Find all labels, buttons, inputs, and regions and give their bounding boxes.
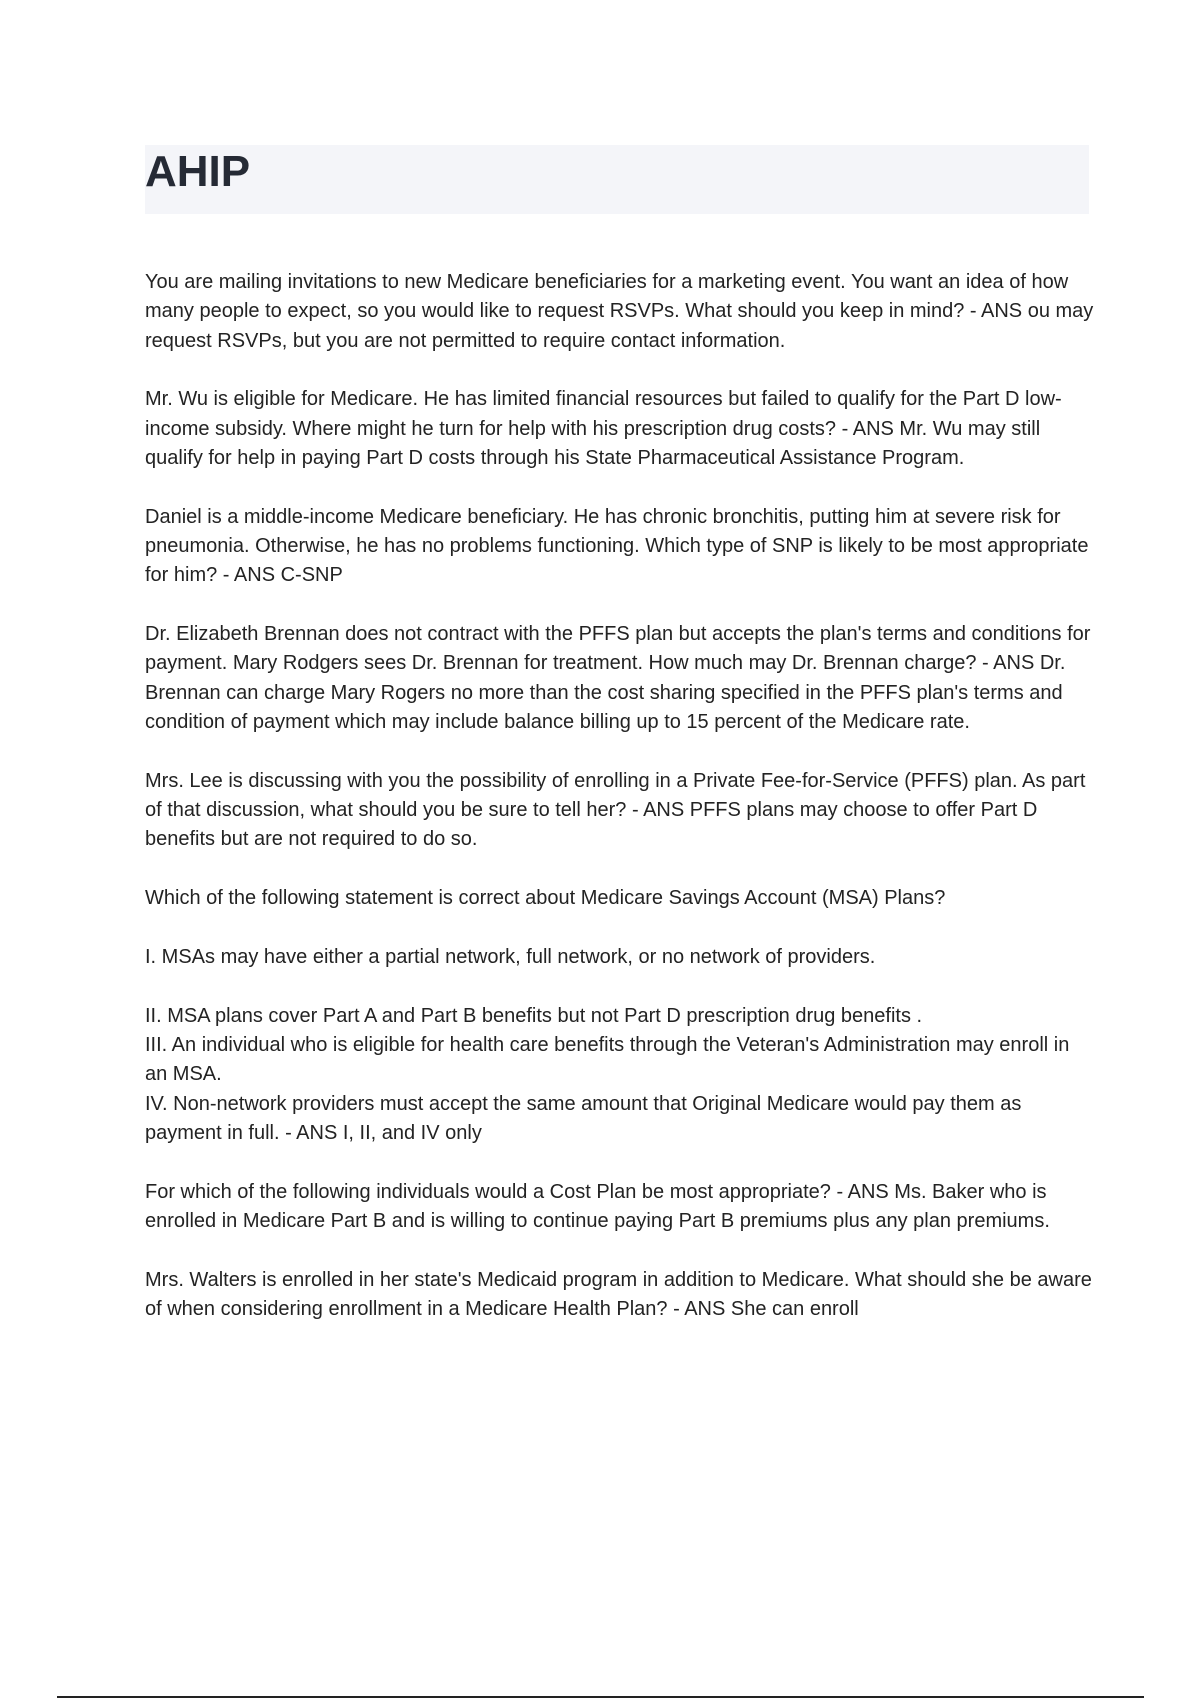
paragraph-msa-option-iv: IV. Non-network providers must accept the same amount that Original Medicare would pay them as payment in full. - ANS I, II, and IV only (145, 1092, 1022, 1145)
paragraph-msa-option-iii: III. An individual who is eligible for health care benefits through the Veteran's Administration may enroll in an MSA. (145, 1034, 1070, 1086)
document-body (145, 268, 1095, 1325)
footer-divider (57, 1696, 1144, 1698)
paragraph-pffs-charge-question: Dr. Elizabeth Brennan does not contract with the PFFS plan but accepts the plan's terms and conditions for payment. Mary Rodgers sees Dr. Brennan for treatment. How much may Dr. Brennan charge? - ANS Dr. Brennan can charge Mary Rogers no more than the cost sharing specified in the PFFS plan's terms and condition of payment which may include balance billing up to 15 percent of the Medicare rate. (145, 623, 1091, 734)
paragraph-pffs-tell-question: Mrs. Lee is discussing with you the possibility of enrolling in a Private Fee-for-Service (PFFS) plan. As part of that discussion, what should you be sure to tell her? - ANS PFFS plans may choose to offer Part D benefits but are not required to do so. (145, 769, 1086, 851)
paragraph-rsvp-question: You are mailing invitations to new Medicare beneficiaries for a marketing event. You want an idea of how many people to expect, so you would like to request RSVPs. What should you keep in mind? - ANS ou may request RSVPs, but you are not permitted to require contact information. (145, 271, 1094, 352)
paragraph-msa-option-ii: II. MSA plans cover Part A and Part B benefits but not Part D prescription drug benefits . (145, 1004, 923, 1027)
paragraph-part-d-help-question: Mr. Wu is eligible for Medicare. He has limited financial resources but failed to qualify for the Part D low-income subsidy. Where might he turn for help with his prescription drug costs? - ANS Mr. Wu may still qualify for help in paying Part D costs through his State Pharmaceutical Assistance Program. (145, 388, 1062, 469)
page-title: AHIP (145, 147, 251, 196)
paragraph-snp-question: Daniel is a middle-income Medicare beneficiary. He has chronic bronchitis, putting him at severe risk for pneumonia. Otherwise, he has no problems functioning. Which type of SNP is likely to be most appropriate for him? - ANS C-SNP (145, 505, 1089, 587)
paragraph-medicaid-question: Mrs. Walters is enrolled in her state's Medicaid program in addition to Medicare. What should she be aware of when considering enrollment in a Medicare Health Plan? - ANS She can enroll (145, 1268, 1092, 1321)
paragraph-msa-option-i: I. MSAs may have either a partial network, full network, or no network of providers. (145, 946, 876, 969)
title-band (145, 145, 1089, 214)
paragraph-cost-plan-question: For which of the following individuals would a Cost Plan be most appropriate? - ANS Ms. Baker who is enrolled in Medicare Part B and is willing to continue paying Part B premiums plus any plan premiums. (145, 1180, 1050, 1233)
msa-options-block (145, 1002, 1095, 1148)
paragraph-msa-question: Which of the following statement is correct about Medicare Savings Account (MSA) Plans? (145, 887, 946, 910)
